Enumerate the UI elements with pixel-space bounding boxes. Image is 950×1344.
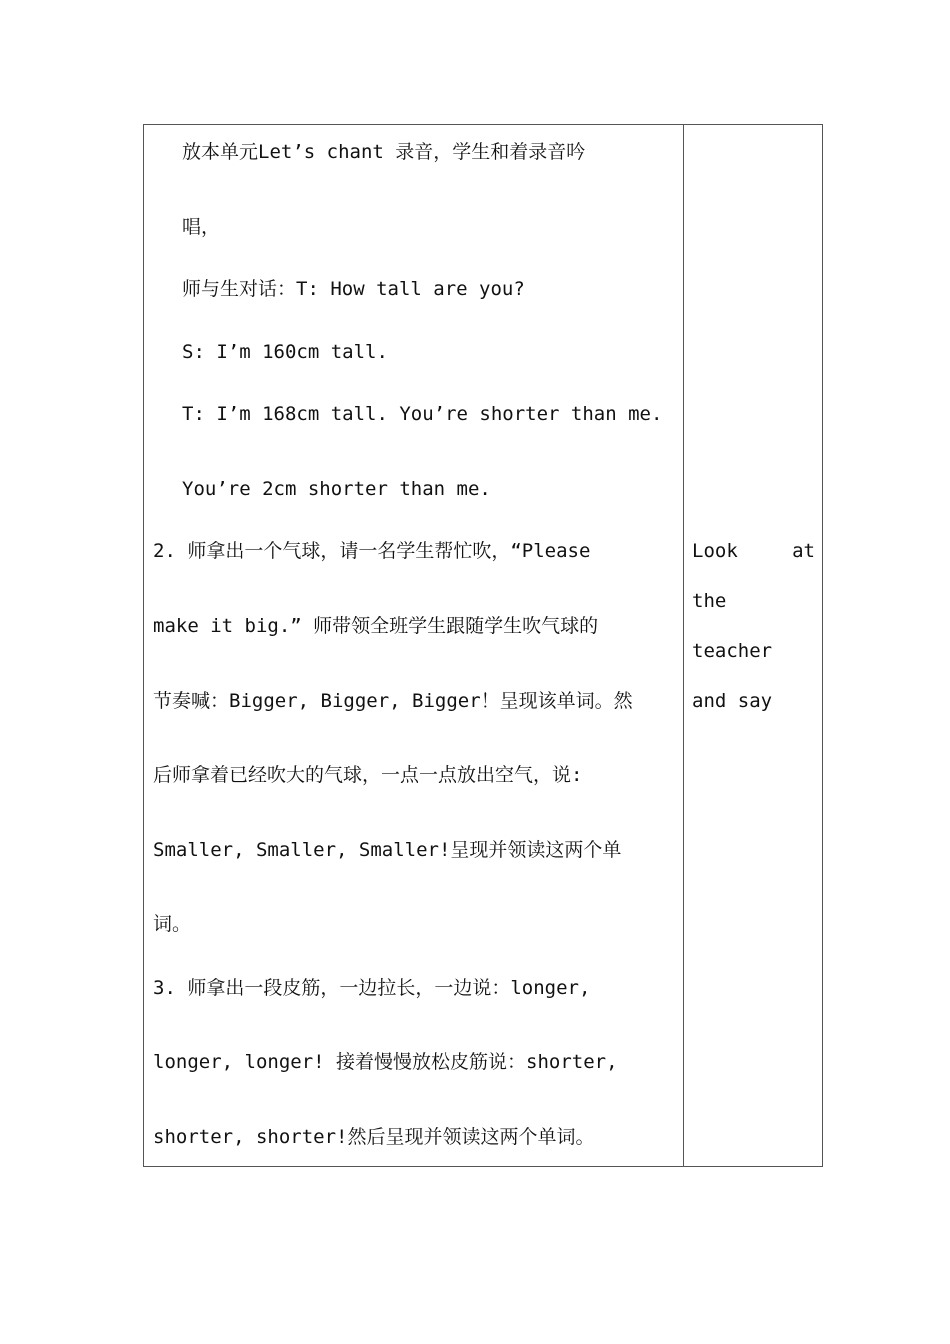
- activity-line: Smaller, Smaller, Smaller!呈现并领读这两个单: [153, 839, 622, 861]
- activity-line: 2. 师拿出一个气球，请一名学生帮忙吹，“Please: [153, 540, 591, 562]
- activity-line: make it big.” 师带领全班学生跟随学生吹气球的: [153, 615, 599, 637]
- activity-line: S: I’m 160cm tall.: [182, 341, 388, 363]
- student-activity-line: the: [692, 590, 727, 612]
- student-activity-line: [692, 539, 815, 563]
- student-activity-line: teacher: [692, 640, 773, 662]
- student-activity-word: Look: [692, 540, 738, 562]
- student-activity-line: and say: [692, 690, 773, 712]
- activity-line: T: I’m 168cm tall. You’re shorter than me.: [182, 403, 663, 425]
- activity-line: shorter, shorter!然后呈现并领读这两个单词。: [153, 1126, 595, 1148]
- activity-line: 3. 师拿出一段皮筋，一边拉长，一边说：longer,: [153, 977, 591, 999]
- column-divider: [683, 124, 684, 1167]
- student-activity-word: at: [792, 540, 815, 562]
- activity-line: 节奏喊：Bigger, Bigger, Bigger！呈现该单词。然: [153, 690, 633, 712]
- activity-line: 放本单元Let’s chant 录音，学生和着录音吟: [182, 141, 586, 163]
- activity-line: 师与生对话：T: How tall are you?: [182, 278, 525, 300]
- activity-line: 后师拿着已经吹大的气球，一点一点放出空气，说:: [153, 764, 583, 786]
- activity-line: longer, longer! 接着慢慢放松皮筋说：shorter,: [153, 1051, 618, 1073]
- activity-line: 词。: [153, 913, 192, 935]
- activity-line: You’re 2cm shorter than me.: [182, 478, 491, 500]
- activity-line: 唱，: [182, 216, 221, 238]
